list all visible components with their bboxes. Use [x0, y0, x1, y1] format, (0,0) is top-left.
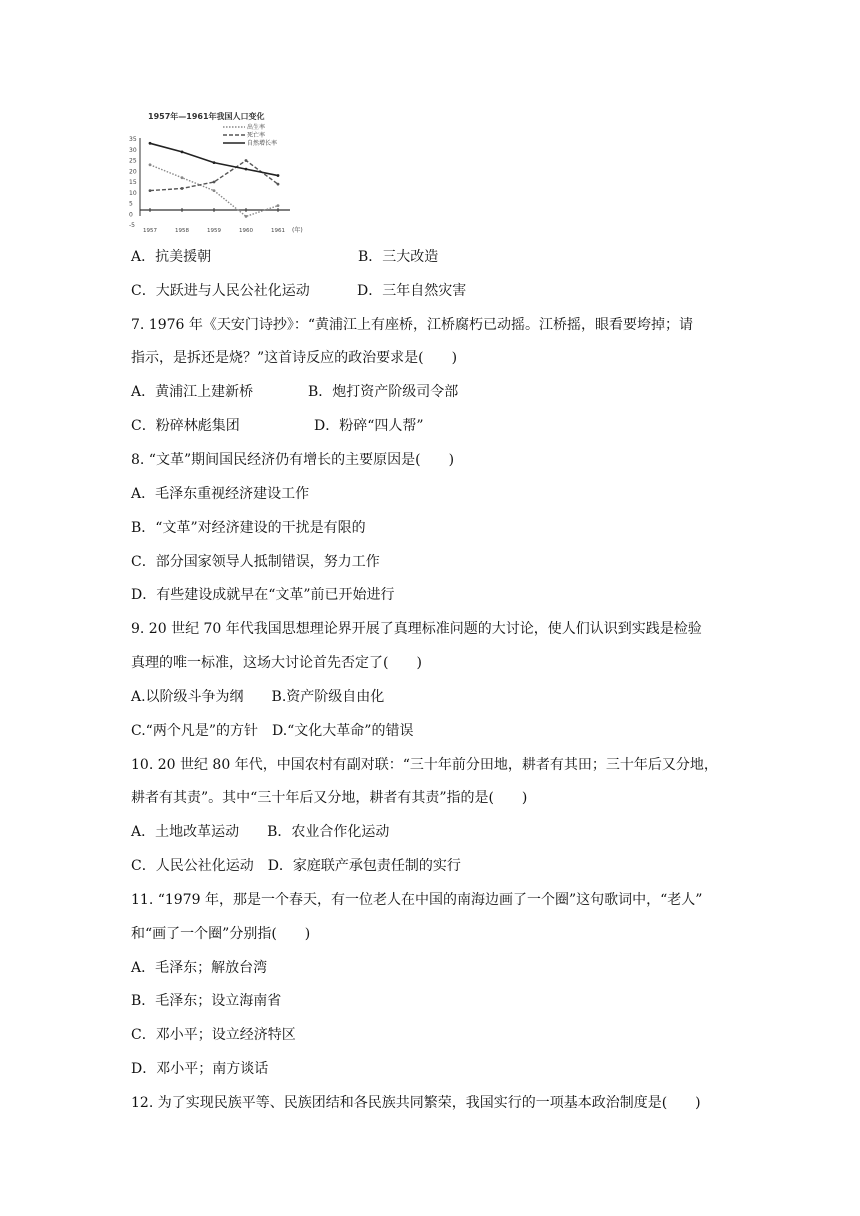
text-line: A.以阶级斗争为纲 B.资产阶级自由化: [131, 689, 385, 705]
data-point: [213, 161, 216, 164]
text-line: C．大跃进与人民公社化运动: [131, 283, 310, 299]
text-line: 10. 20 世纪 80 年代，中国农村有副对联：“三十年前分田地，耕者有其田；三十年后又分地，: [131, 757, 718, 773]
y-tick-label: 35: [129, 136, 137, 143]
data-point: [277, 204, 280, 207]
text-line: 真理的唯一标准，这场大讨论首先否定了( ): [131, 655, 422, 671]
text-line: C.“两个凡是”的方针 D.“文化大革命”的错误: [131, 723, 414, 739]
answer-option: B．三大改造: [358, 249, 439, 265]
x-tick-label: 1961: [271, 228, 285, 234]
y-tick-label: 15: [129, 179, 137, 186]
x-tick-label: 1958: [175, 228, 189, 234]
text-line: A．毛泽东重视经济建设工作: [131, 486, 310, 502]
text-line: C．人民公社化运动 D．家庭联产承包责任制的实行: [131, 858, 461, 874]
text-line: 指示，是拆还是烧？”这首诗反应的政治要求是( ): [131, 350, 458, 366]
x-axis-ticks: [143, 208, 285, 234]
data-point: [277, 183, 280, 186]
text-line: 7. 1976 年《天安门诗抄》：“黄浦江上有座桥，江桥腐朽已动摇。江桥摇，眼看要垮掉；请: [131, 317, 694, 333]
text-line: A．土地改革运动 B．农业合作化运动: [131, 824, 390, 840]
y-tick-label: -5: [129, 222, 135, 229]
data-point: [149, 189, 152, 192]
text-line: 和“画了一个圈”分别指( ): [131, 926, 311, 942]
data-point: [181, 151, 184, 154]
text-line: C．粉碎林彪集团: [131, 418, 240, 434]
data-point: [213, 189, 216, 192]
text-line: A．毛泽东；解放台湾: [131, 960, 268, 976]
legend-label: 自然增长率: [247, 140, 278, 147]
text-line: 9. 20 世纪 70 年代我国思想理论界开展了真理标准问题的大讨论，使人们认识到实践是检验: [131, 621, 702, 637]
y-tick-label: 30: [129, 146, 137, 154]
text-line: B．“文革”对经济建设的干扰是有限的: [131, 520, 366, 536]
chart-legend: [223, 123, 277, 147]
y-axis-ticks: [129, 136, 137, 229]
text-line: 耕者有其责”。其中“三十年后又分地，耕者有其责”指的是( ): [131, 790, 528, 806]
legend-label: 死亡率: [247, 132, 266, 139]
text-line: D．有些建设成就早在“文革”前已开始进行: [131, 587, 395, 603]
text-line: D．邓小平；南方谈话: [131, 1061, 269, 1077]
text-line: 11. “1979 年，那是一个春天，有一位老人在中国的南海边画了一个圈”这句歌词中，“老人”: [131, 892, 703, 908]
x-tick-label: 1959: [207, 228, 221, 234]
chart-series: [149, 142, 280, 218]
series-line-2: [150, 143, 278, 175]
data-point: [181, 176, 184, 179]
y-tick-label: 10: [129, 189, 137, 197]
series-line-1: [150, 161, 278, 191]
population-chart: [128, 108, 310, 238]
text-line: C．邓小平；设立经济特区: [131, 1027, 296, 1043]
chart-title: 1957年—1961年我国人口变化: [148, 112, 265, 121]
data-point: [245, 159, 248, 162]
x-axis-unit: (年): [292, 227, 303, 234]
answer-option: D．三年自然灾害: [357, 283, 467, 299]
y-tick-label: 5: [129, 200, 133, 208]
y-tick-label: 20: [129, 168, 137, 176]
x-tick-label: 1960: [239, 228, 253, 234]
answer-option: B．炮打资产阶级司令部: [308, 384, 459, 400]
data-point: [149, 163, 152, 166]
text-line: 8. “文革”期间国民经济仍有增长的主要原因是( ): [131, 452, 455, 468]
text-line: B．毛泽东；设立海南省: [131, 993, 282, 1009]
data-point: [181, 187, 184, 190]
answer-option: D．粉碎“四人帮”: [314, 418, 424, 434]
data-point: [245, 215, 248, 218]
data-point: [149, 142, 152, 145]
text-line: 12. 为了实现民族平等、民族团结和各民族共同繁荣，我国实行的一项基本政治制度是( ): [131, 1095, 701, 1111]
data-point: [277, 174, 280, 177]
y-tick-label: 25: [129, 157, 137, 165]
data-point: [245, 168, 248, 171]
text-line: A．抗美援朝: [131, 249, 212, 265]
legend-label: 出生率: [247, 124, 266, 131]
y-tick-label: 0: [129, 211, 133, 219]
x-tick-label: 1957: [143, 228, 157, 234]
text-line: A．黄浦江上建新桥: [131, 384, 254, 400]
text-line: C．部分国家领导人抵制错误，努力工作: [131, 554, 380, 570]
data-point: [213, 181, 216, 184]
